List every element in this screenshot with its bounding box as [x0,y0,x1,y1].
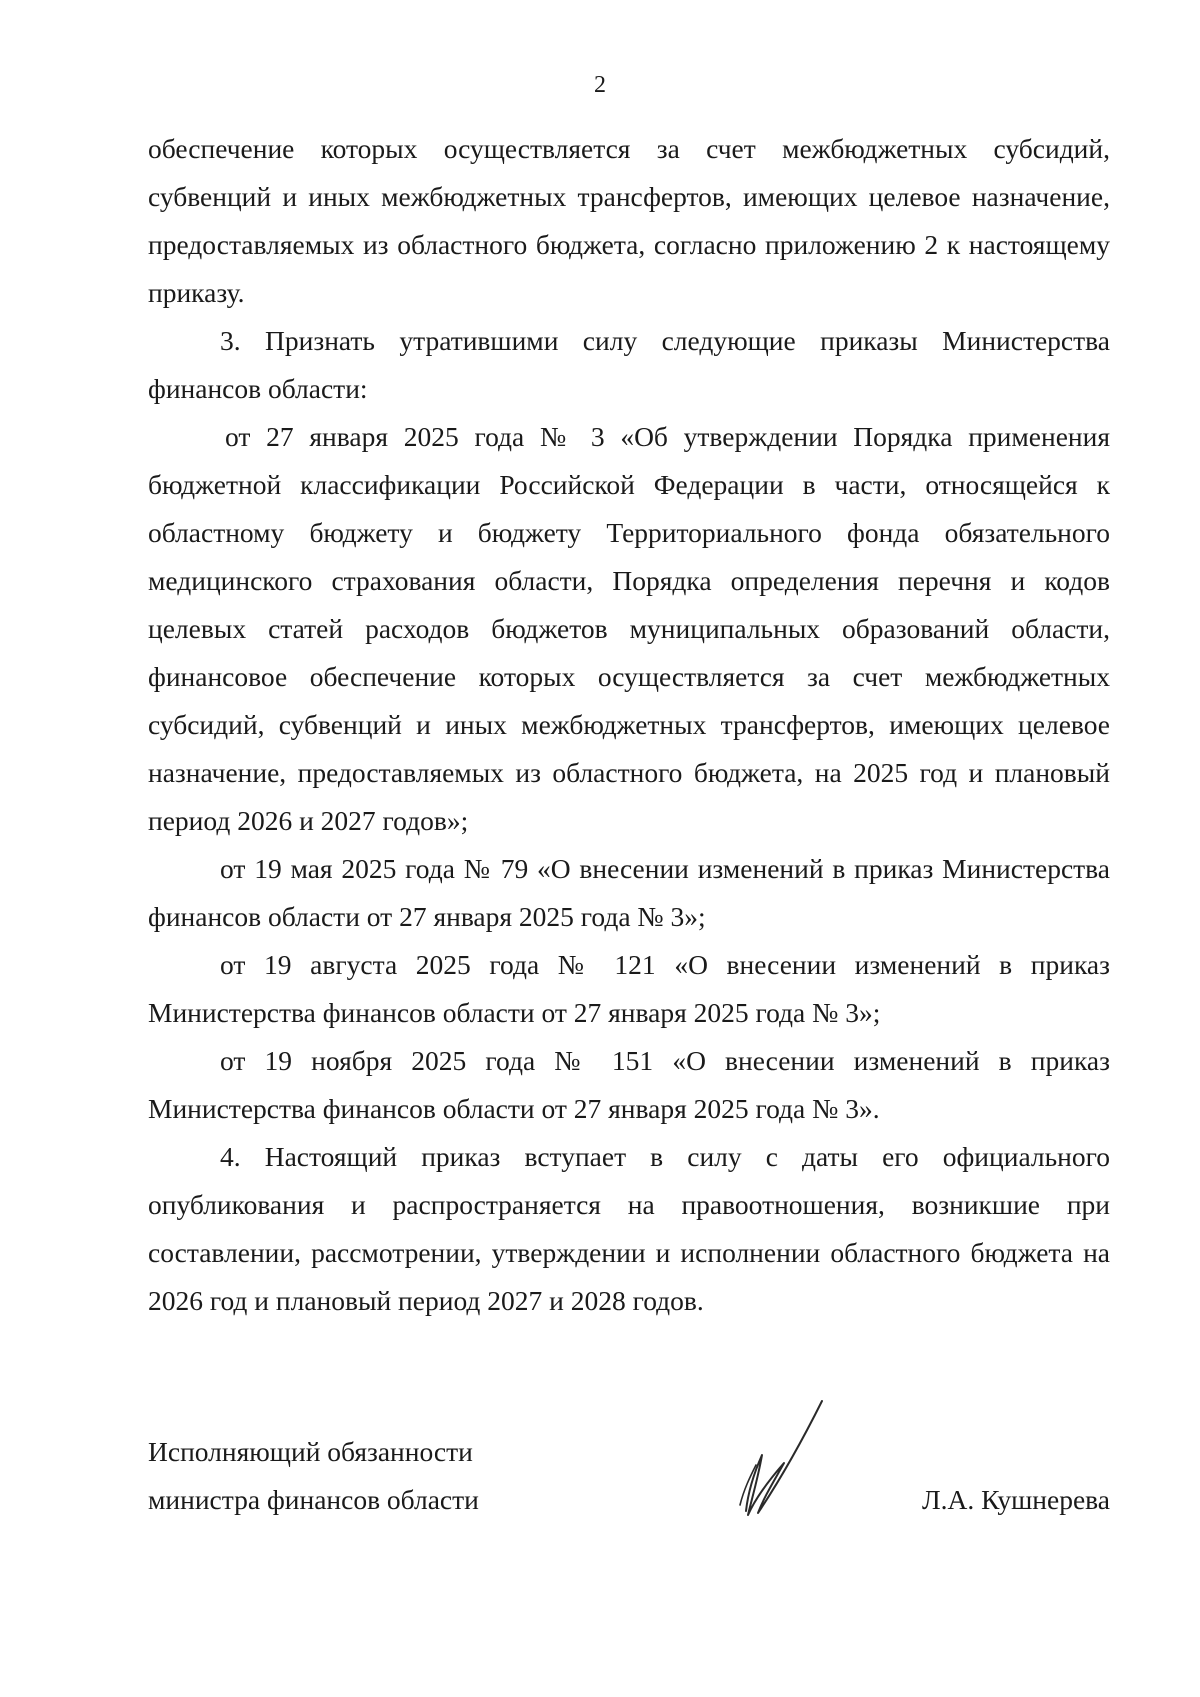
paragraph-order-aug-19: от 19 августа 2025 года № 121 «О внесении изменений в приказ Министерства финансов области от 27 января 2025 года № 3»; [148,949,1110,1028]
paragraph-order-may-19: от 19 мая 2025 года № 79 «О внесении изменений в приказ Министерства финансов области от 27 января 2025 года № 3»; [148,853,1110,932]
handwritten-signature-icon [718,1393,828,1523]
paragraph-continuation: обеспечение которых осуществляется за счет межбюджетных субсидий, субвенций и иных межбюджетных трансфертов, имеющих целевое назначение, предоставляемых из областного бюджета, согласно приложению 2 к настоящему приказу. [148,133,1110,308]
paragraph-order-nov-19: от 19 ноября 2025 года № 151 «О внесении изменений в приказ Министерства финансов области от 27 января 2025 года № 3». [148,1045,1110,1124]
paragraph-item-4: 4. Настоящий приказ вступает в силу с даты его официального опубликования и распространяется на правоотношения, возникшие при составлении, рассмотрении, утверждении и исполнении областного бюджета на 2026 год и плановый период 2027 и 2028 годов. [148,1141,1110,1316]
signature-block [148,1428,1110,1538]
paragraph-order-jan-27: от 27 января 2025 года № 3 «Об утверждении Порядка применения бюджетной классификации Российской Федерации в части, относящейся к областному бюджету и бюджету Территориального фонда обязательного медицинского страхования области, Порядка определения перечня и кодов целевых статей расходов бюджетов муниципальных образований области, финансовое обеспечение которых осуществляется за счет межбюджетных субсидий, субвенций и иных межбюджетных трансфертов, имеющих целевое назначение, предоставляемых из областного бюджета, на 2025 год и плановый период 2026 и 2027 годов»; [148,421,1110,836]
signatory-position-line-2: министра финансов области [148,1484,479,1515]
signatory-name: Л.А. Кушнерева [921,1484,1110,1515]
paragraph-item-3: 3. Признать утратившими силу следующие приказы Министерства финансов области: [148,325,1110,404]
page-number: 2 [594,72,606,98]
document-body [148,125,1110,1325]
signatory-position-line-1: Исполняющий обязанности [148,1436,473,1467]
signatory-position [148,1428,479,1524]
